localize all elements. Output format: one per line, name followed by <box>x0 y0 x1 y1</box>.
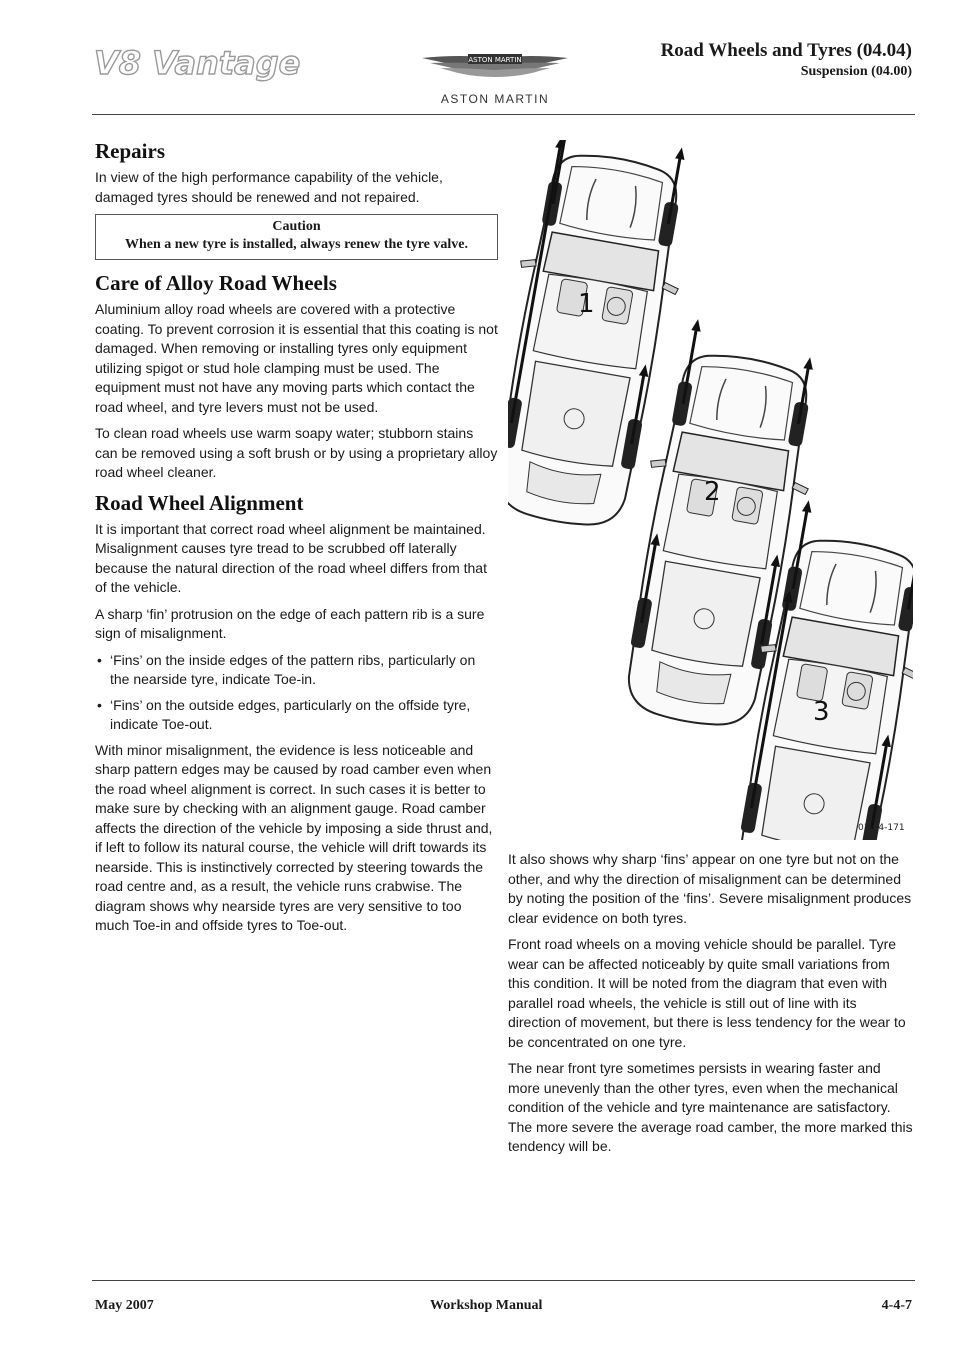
repairs-heading: Repairs <box>95 139 165 163</box>
footer-manual-title: Workshop Manual <box>430 1298 543 1313</box>
left-column <box>95 132 498 943</box>
right-paragraph-2: Front road wheels on a moving vehicle should be parallel. Tyre wear can be affected noticeably by quite small variations from this condition. It will be noted from the diagram that even with parallel road wheels, the vehicle is still out of line with its direction of movement, but there is less tendency for the wear to be concentrated on one tyre. <box>508 936 906 1050</box>
alloy-paragraph-2: To clean road wheels use warm soapy water; stubborn stains can be removed using a soft brush or by using a proprietary alloy road wheel cleaner. <box>95 425 498 480</box>
header-divider <box>92 114 915 115</box>
footer-date: May 2007 <box>95 1298 154 1313</box>
bullet-toe-in: • ‘Fins’ on the inside edges of the pattern ribs, particularly on the nearside tyre, indicate Toe-in. <box>95 651 498 690</box>
diagram-label-2: 2 <box>704 477 721 507</box>
wheel-alignment-diagram <box>508 140 913 840</box>
repairs-paragraph: In view of the high performance capability of the vehicle, damaged tyres should be renewed and not repaired. <box>95 169 443 205</box>
fin-bullet-list <box>95 651 498 735</box>
v8-vantage-logo-text: V8 Vantage <box>94 44 301 82</box>
caution-box <box>95 214 498 260</box>
footer-page-number: 4-4-7 <box>881 1298 912 1313</box>
section-subtitle: Suspension (04.00) <box>800 64 912 79</box>
v8-vantage-logo <box>92 42 312 82</box>
diagram-label-3: 3 <box>813 697 830 727</box>
alignment-paragraph-1: It is important that correct road wheel alignment be maintained. Misalignment causes tyre tread to be scrubbed off laterally because the natural direction of the road wheel differs from that of the vehicle. <box>95 520 487 595</box>
alignment-paragraph-2: A sharp ‘fin’ protrusion on the edge of each pattern rib is a sure sign of misalignment. <box>95 605 485 641</box>
diagram-reference: 01-04-171 <box>858 823 905 833</box>
brand-name: ASTON MARTIN <box>440 92 550 106</box>
bullet-toe-out: • ‘Fins’ on the outside edges, particularly on the offside tyre, indicate Toe-out. <box>95 696 498 735</box>
aston-martin-wings-logo <box>420 40 570 100</box>
caution-body: When a new tyre is installed, always renew the tyre valve. <box>125 237 468 252</box>
right-paragraph-3: The near front tyre sometimes persists in wearing faster and more unevenly than the other tyres, even when the mechanical condition of the vehicle and tyre maintenance are satisfactory. The more severe the average road camber, the more marked this tendency will be. <box>508 1060 913 1154</box>
alignment-heading: Road Wheel Alignment <box>95 490 304 515</box>
section-title: Road Wheels and Tyres (04.04) <box>660 40 912 61</box>
caution-title: Caution <box>272 219 321 234</box>
alloy-heading: Care of Alloy Road Wheels <box>95 271 337 295</box>
page-header <box>0 0 960 118</box>
diagram-label-1: 1 <box>578 289 595 319</box>
right-column <box>508 850 913 1164</box>
alloy-paragraph-1: Aluminium alloy road wheels are covered with a protective coating. To prevent corrosion it is essential that this coating is not damaged. When removing or installing tyres only equipment utilizing spigot or stud hole clamping must be used. The equipment must not have any moving parts which contact the road wheel, and tyre levers must not be used. <box>95 301 498 415</box>
alignment-paragraph-3: With minor misalignment, the evidence is less noticeable and sharp pattern edges may be caused by road camber even when the road wheel alignment is correct. In such cases it is better to make sure by checking with an alignment gauge. Road camber affects the direction of the vehicle by imposing a side thrust and, if left to follow its natural course, the vehicle will drift towards its nearside. This is instinctively corrected by steering towards the road centre and, as a result, the vehicle runs crabwise. The diagram shows why nearside tyres are very sensitive to too much Toe-in and offside tyres to Toe-out. <box>95 741 493 933</box>
emblem-text: ASTON MARTIN <box>468 56 522 64</box>
right-paragraph-1: It also shows why sharp ‘fins’ appear on one tyre but not on the other, and why the direction of misalignment can be determined by noting the position of the ‘fins’. Severe misalignment produces clear evidence on both tyres. <box>508 851 912 926</box>
footer-divider <box>92 1280 915 1281</box>
